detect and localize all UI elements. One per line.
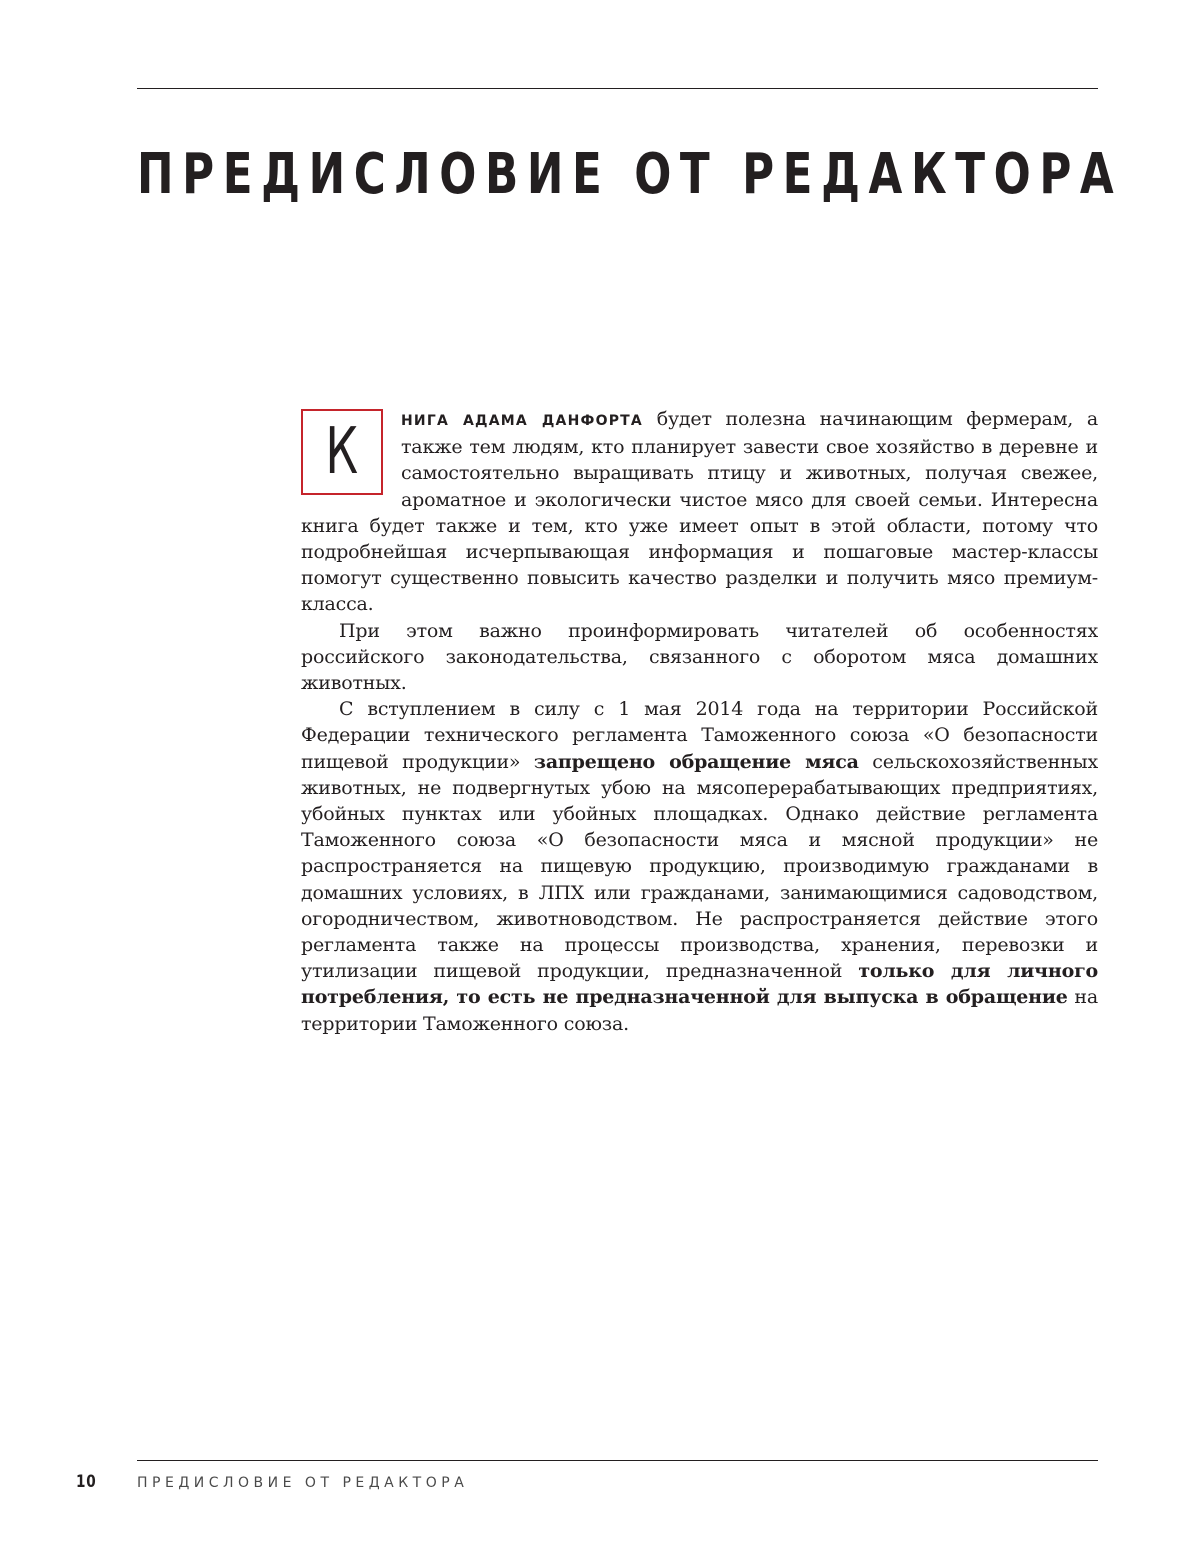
page-number: 10 (76, 1472, 97, 1492)
bottom-rule (137, 1460, 1098, 1461)
running-head: ПРЕДИСЛОВИЕ ОТ РЕДАКТОРА (137, 1475, 469, 1491)
page-title: ПРЕДИСЛОВИЕ ОТ РЕДАКТОРА (137, 142, 1123, 207)
paragraph-1 (301, 406, 1098, 618)
paragraph-3 (301, 696, 1098, 1037)
paragraph-1-text: будет полезна начинающим фермерам, а также тем людям, кто планирует завести свое хозяйство в деревне и самостоятельно выращивать птицу и животных, получая свежее, ароматное и экологически чистое мясо для своей семьи. Интересна книга будет также и тем, кто уже имеет опыт в этой области, потому что подробнейшая исчерпывающая информация и пошаговые мастер-классы помогут существенно повысить качество разделки и получить мясо премиум-класса. (301, 408, 1098, 616)
paragraph-3-text-c: на территории Таможенного союза. (301, 986, 1099, 1035)
article-body (301, 406, 1098, 1037)
lead-in-caps: НИГА АДАМА ДАНФОРТА (401, 413, 643, 429)
paragraph-3-bold-1: запрещено обращение мяса (533, 750, 859, 773)
dropcap-box (301, 409, 383, 495)
paragraph-3-text-a: С вступлением в силу с 1 мая 2014 года на территории Российской Федерации технического регламента Таможенного союза «О безопасности пищевой продукции» (301, 698, 1098, 773)
dropcap-letter: К (325, 415, 359, 489)
top-rule (137, 88, 1098, 89)
paragraph-3-text-b: сельскохозяйственных животных, не подвергнутых убою на мясоперерабатывающих предприятиях, убойных пунктах или убойных площадках. Однако действие регламента Таможенного союза «О безопасности мяса и мясной продукции» не распространяется на пищевую продукцию, производимую гражданами в домашних условиях, в ЛПХ или гражданами, занимающимися садоводством, огородничеством, животноводством. Не распространяется действие этого регламента также на процессы производства, хранения, перевозки и утилизации пищевой продукции, предназначенной (301, 750, 1098, 983)
paragraph-3-bold-2: только для личного потребления, то есть не предназначенной для выпуска в обращение (301, 960, 1098, 1009)
paragraph-2: При этом важно проинформировать читателей об особенностях российского законодательства, связанного с оборотом мяса домашних животных. (301, 619, 1098, 695)
